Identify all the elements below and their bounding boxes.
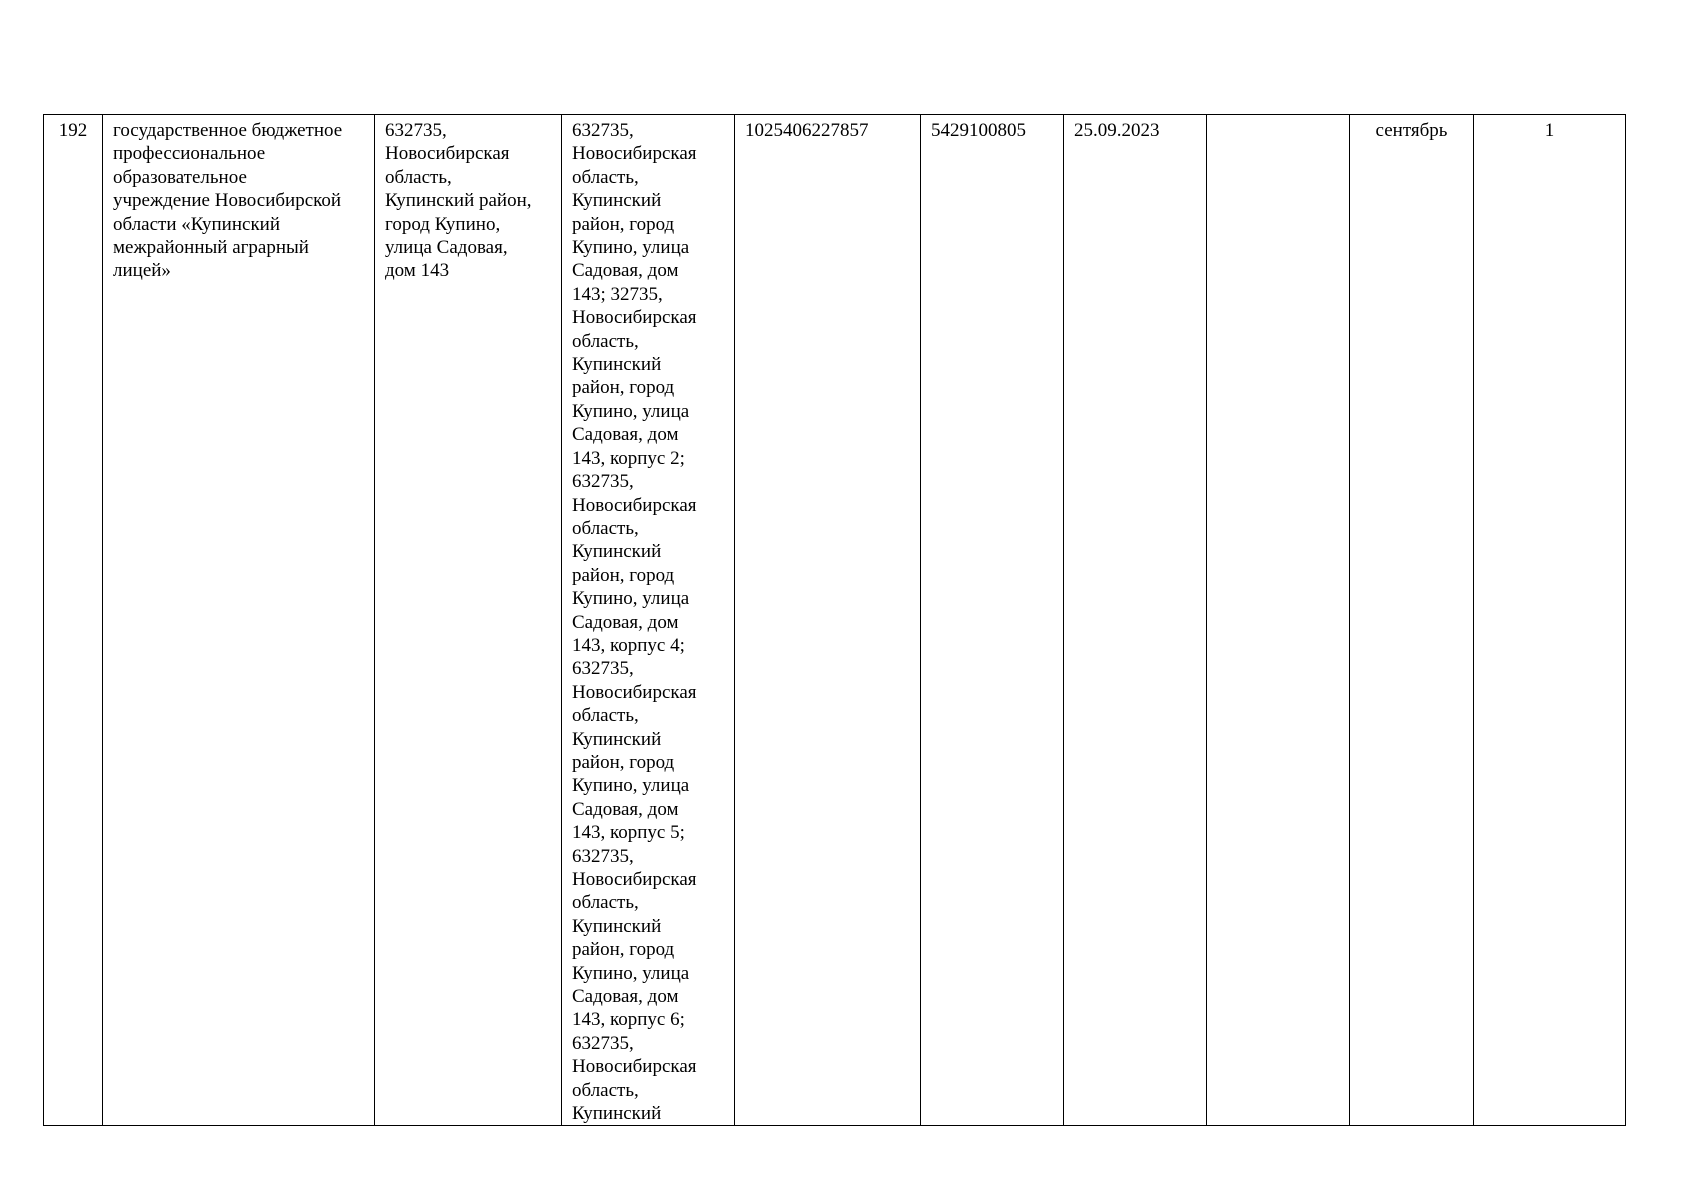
activity-addresses: 632735, Новосибирская область, Купинский район, город Купино, улица Садовая, дом 143; 32735, Новосибирская область, Купинский район, город Купино, улица Садовая, дом 143, корпус 2; 632735, Новосибирская область, Купинский район, город Купино, улица Садовая, дом 143, корпус 4; 632735, Новосибирская область, Купинский район, город Купино, улица Садовая, дом 143, корпус 5; 632735, Новосибирская область, Купинский район, город Купино, улица Садовая, дом 143, корпус 6; 632735, Новосибирская область, Купинский xyxy=(572,120,697,1125)
legal-address-cell xyxy=(375,115,562,1126)
date-cell xyxy=(1064,115,1207,1126)
inn-cell xyxy=(921,115,1064,1126)
registry-table xyxy=(43,114,1626,1126)
count: 1 xyxy=(1544,120,1555,141)
ogrn-cell xyxy=(735,115,921,1126)
ogrn: 1025406227857 xyxy=(745,120,869,141)
empty-cell xyxy=(1207,115,1350,1126)
organization-name-cell xyxy=(103,115,375,1126)
month-cell xyxy=(1350,115,1474,1126)
month: сентябрь xyxy=(1375,120,1448,141)
legal-address: 632735, Новосибирская область, Купинский район, город Купино, улица Садовая, дом 143 xyxy=(385,120,532,282)
count-cell xyxy=(1474,115,1626,1126)
row-number-cell xyxy=(44,115,103,1126)
inn: 5429100805 xyxy=(931,120,1026,141)
activity-addresses-cell xyxy=(562,115,735,1126)
organization-name: государственное бюджетное профессиональное образовательное учреждение Новосибирской области «Купинский межрайонный аграрный лицей» xyxy=(113,120,343,282)
row-number: 192 xyxy=(58,120,88,141)
date: 25.09.2023 xyxy=(1074,120,1160,141)
table-row xyxy=(44,115,1626,1126)
